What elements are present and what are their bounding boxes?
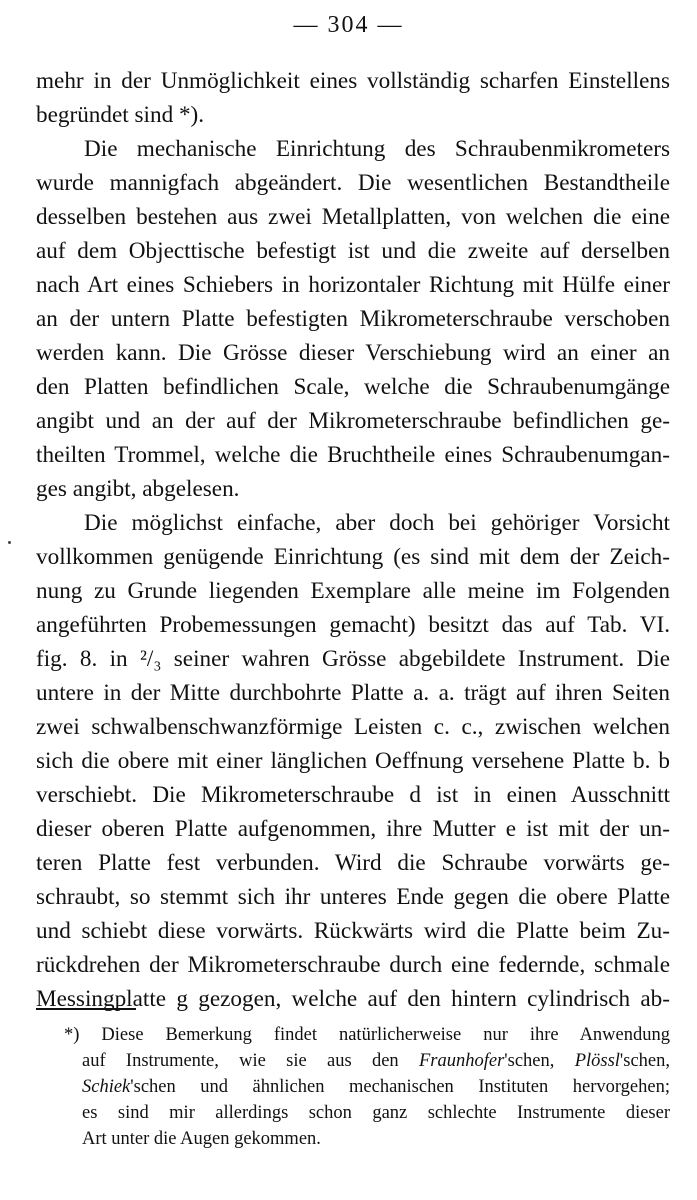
margin-speck <box>8 541 11 544</box>
text-line: mehr in der Unmöglichkeit eines vollständig scharfen Einstellens <box>36 68 670 94</box>
paragraph-2 <box>36 132 670 506</box>
footnote-line <box>64 1022 670 1048</box>
text-line: theilten Trommel, welche die Bruchtheile eines Schraubenumgan- <box>36 442 670 468</box>
footnote-line: Art unter die Augen gekommen. <box>82 1129 321 1149</box>
text-line: zwei schwalbenschwanzförmige Leisten c. c., zwischen welchen <box>36 714 670 740</box>
footnote-name-plossl: Plössl <box>574 1051 620 1071</box>
footnote-line: es sind mir allerdings schon ganz schlechte Instrumente dieser <box>82 1103 670 1123</box>
footnote-marker: *) <box>64 1025 80 1045</box>
text-line: rückdrehen der Mikrometerschraube durch eine federnde, schmale <box>36 952 670 978</box>
text-line: sich die obere mit einer länglichen Oeffnung versehene Platte b. b <box>36 748 670 774</box>
text-line: wurde mannigfach abgeändert. Die wesentlichen Bestandtheile <box>36 170 670 196</box>
text-line: begründet sind *). <box>36 102 205 128</box>
footnote-line <box>64 1074 670 1100</box>
text-line: nach Art eines Schiebers in horizontaler Richtung mit Hülfe einer <box>36 272 670 298</box>
text-line: angibt und an der auf der Mikrometerschraube befindlichen ge- <box>36 408 670 434</box>
text-line: und schiebt diese vorwärts. Rückwärts wird die Platte beim Zu- <box>36 918 670 944</box>
text-line: Die mechanische Einrichtung des Schraubenmikrometers <box>84 136 670 162</box>
footnote-name-fraunhofer: Fraunhofer <box>418 1051 505 1071</box>
text-line: Die möglichst einfache, aber doch bei gehöriger Vorsicht <box>84 510 670 536</box>
footnote <box>64 1022 670 1152</box>
footnote-text: auf Instrumente, wie sie aus den <box>82 1051 399 1071</box>
body-text <box>36 64 670 1016</box>
text-line: dieser oberen Platte aufgenommen, ihre Mutter e ist mit der un- <box>36 816 670 842</box>
text-line: den Platten befindlichen Scale, welche die Schraubenumgänge <box>36 374 670 400</box>
text-line: fig. 8. in ²/₃ seiner wahren Grösse abgebildete Instrument. Die <box>36 646 670 672</box>
text-line: untere in der Mitte durchbohrte Platte a. a. trägt auf ihren Seiten <box>36 680 670 706</box>
text-line: teren Platte fest verbunden. Wird die Schraube vorwärts ge- <box>36 850 670 876</box>
page-number: — 304 — <box>293 12 404 38</box>
text-line: vollkommen genügende Einrichtung (es sind mit dem der Zeich- <box>36 544 670 570</box>
text-line: nung zu Grunde liegenden Exemplare alle meine im Folgenden <box>36 578 670 604</box>
paragraph-1 <box>36 64 670 132</box>
footnote-name-schiek: Schiek <box>82 1077 131 1097</box>
text-line: werden kann. Die Grösse dieser Verschiebung wird an einer an <box>36 340 670 366</box>
text-line: schraubt, so stemmt sich ihr unteres Ende gegen die obere Platte <box>36 884 670 910</box>
footnote-divider <box>36 1008 136 1010</box>
footnote-line <box>64 1048 670 1074</box>
text-line: verschiebt. Die Mikrometerschraube d ist in einen Ausschnitt <box>36 782 670 808</box>
footnote-text: Diese Bemerkung findet natürlicherweise nur ihre Anwendung <box>101 1025 670 1045</box>
footnote-text: 'schen und ähnlichen mechanischen Instituten hervorgehen; <box>130 1077 670 1097</box>
footnote-text: 'schen, <box>619 1051 670 1071</box>
text-line: ges angibt, abgelesen. <box>36 476 240 502</box>
text-line: an der untern Platte befestigten Mikrometerschraube verschoben <box>36 306 670 332</box>
text-line: desselben bestehen aus zwei Metallplatten, von welchen die eine <box>36 204 670 230</box>
paragraph-3 <box>36 506 670 1016</box>
text-line: angeführten Probemessungen gemacht) besitzt das auf Tab. VI. <box>36 612 670 638</box>
text-line: Messingplatte g gezogen, welche auf den hintern cylindrisch ab- <box>36 986 670 1012</box>
text-line: auf dem Objecttische befestigt ist und die zweite auf derselben <box>36 238 670 264</box>
footnote-text: 'schen, <box>504 1051 555 1071</box>
